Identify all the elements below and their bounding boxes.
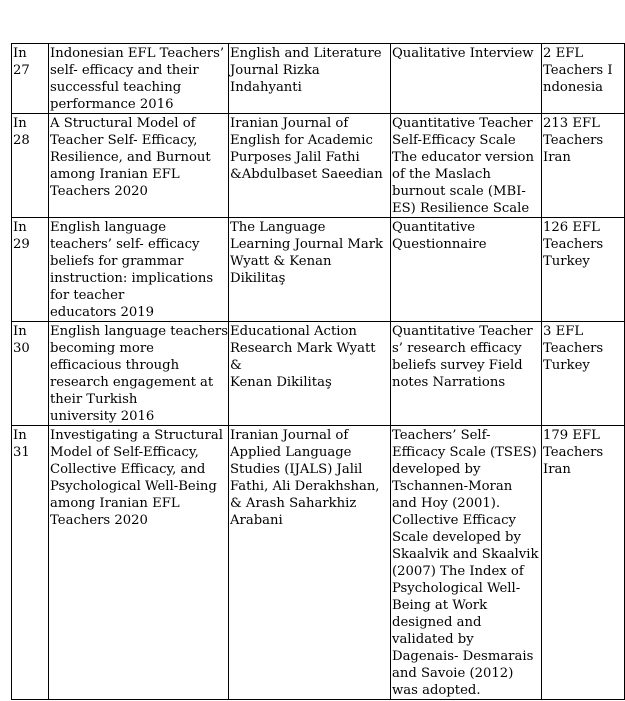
table-row [12, 44, 625, 114]
journal-author-cell: Educational Action Research Mark Wyatt & Kenan Dikilitaş [229, 322, 391, 426]
participants-cell: 179 EFL Teachers Iran [542, 426, 625, 700]
study-id-cell: In 30 [12, 322, 49, 426]
journal-author-cell: Iranian Journal of English for Academic Purposes Jalil Fathi &Abdulbaset Saeedian [229, 114, 391, 218]
journal-author-cell: The Language Learning Journal Mark Wyatt & Kenan Dikilitaş [229, 218, 391, 322]
study-title-cell: English language teachers becoming more efficacious through research engagement at their Turkish university 2016 [49, 322, 229, 426]
study-title-cell: Indonesian EFL Teachers’ self- efficacy and their successful teaching performance 2016 [49, 44, 229, 114]
participants-cell: 126 EFL Teachers Turkey [542, 218, 625, 322]
study-title-cell: Investigating a Structural Model of Self-Efficacy, Collective Efficacy, and Psychological Well-Being among Iranian EFL Teachers 2020 [49, 426, 229, 700]
method-cell: Teachers’ Self- Efficacy Scale (TSES) developed by Tschannen-Moran and Hoy (2001). Collective Efficacy Scale developed by Skaalvik and Skaalvik (2007) The Index of Psychological Well- Being at Work designed and validated by Dagenais- Desmarais and Savoie (2012) was adopted. [391, 426, 542, 700]
table-row [12, 426, 625, 700]
literature-table [11, 43, 625, 700]
participants-cell: 213 EFL Teachers Iran [542, 114, 625, 218]
table-row [12, 114, 625, 218]
study-id-cell: In 28 [12, 114, 49, 218]
study-id-cell: In 27 [12, 44, 49, 114]
study-id-cell: In 29 [12, 218, 49, 322]
table-row [12, 218, 625, 322]
method-cell: Quantitative Teacher s’ research efficacy beliefs survey Field notes Narrations [391, 322, 542, 426]
participants-cell: 2 EFL Teachers I ndonesia [542, 44, 625, 114]
journal-author-cell: English and Literature Journal Rizka Indahyanti [229, 44, 391, 114]
study-title-cell: English language teachers’ self- efficacy beliefs for grammar instruction: implications for teacher educators 2019 [49, 218, 229, 322]
method-cell: Quantitative Teacher Self-Efficacy Scale The educator version of the Maslach burnout scale (MBI- ES) Resilience Scale [391, 114, 542, 218]
study-id-cell: In 31 [12, 426, 49, 700]
journal-author-cell: Iranian Journal of Applied Language Studies (IJALS) Jalil Fathi, Ali Derakhshan, & Arash Saharkhiz Arabani [229, 426, 391, 700]
participants-cell: 3 EFL Teachers Turkey [542, 322, 625, 426]
study-title-cell: A Structural Model of Teacher Self- Efficacy, Resilience, and Burnout among Iranian EFL Teachers 2020 [49, 114, 229, 218]
method-cell: Quantitative Questionnaire [391, 218, 542, 322]
table-row [12, 322, 625, 426]
method-cell: Qualitative Interview [391, 44, 542, 114]
